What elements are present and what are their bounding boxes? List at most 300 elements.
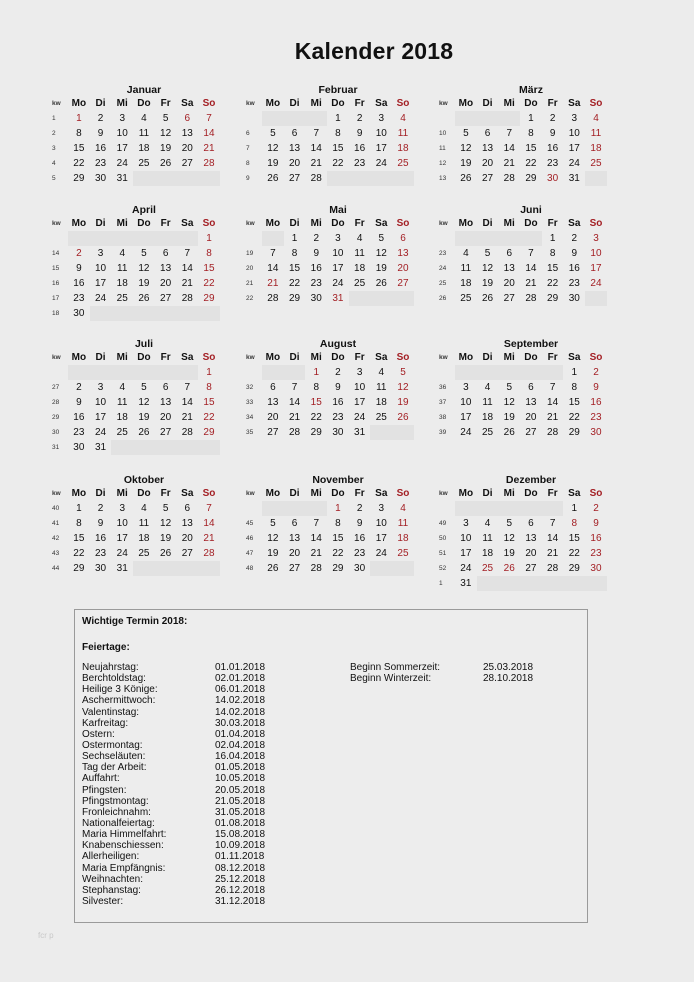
day-cell: 28 — [547, 427, 559, 438]
weekday-header: Sa — [375, 488, 388, 499]
empty-day-cell — [176, 306, 198, 321]
day-cell: 2 — [593, 367, 599, 378]
week-number: 39 — [439, 429, 447, 436]
day-cell: 4 — [141, 113, 147, 124]
day-cell: 21 — [310, 158, 322, 169]
day-cell: 22 — [332, 158, 344, 169]
day-cell: 27 — [160, 427, 172, 438]
day-cell: 6 — [484, 128, 491, 139]
week-number: 18 — [52, 310, 60, 317]
day-cell: 17 — [375, 143, 387, 154]
week-row — [439, 531, 607, 546]
holiday-date: 31.05.2018 — [215, 806, 266, 818]
holiday-row — [82, 863, 342, 874]
holiday-date: 26.12.2018 — [215, 884, 266, 896]
dst-row — [350, 673, 550, 684]
day-cell: 4 — [463, 248, 469, 259]
day-cell: 13 — [288, 533, 301, 544]
empty-day-cell — [111, 306, 133, 321]
day-cell: 5 — [162, 113, 169, 124]
day-cell: 17 — [460, 412, 472, 423]
holiday-row — [82, 796, 342, 807]
weekday-header: Do — [137, 488, 151, 499]
holiday-row — [82, 885, 342, 896]
weekday-header: Di — [95, 488, 106, 499]
day-cell: 27 — [267, 427, 279, 438]
day-cell: 25 — [354, 278, 366, 289]
week-number — [246, 111, 262, 126]
dst-list — [350, 662, 550, 684]
day-cell: 10 — [590, 248, 602, 259]
empty-day-cell — [155, 231, 177, 246]
empty-day-cell — [176, 561, 198, 576]
empty-day-cell — [133, 171, 155, 186]
weekday-header: Mo — [71, 352, 87, 363]
day-cell: 25 — [481, 563, 494, 574]
empty-day-cell — [198, 306, 220, 321]
weekday-header: Mi — [503, 98, 515, 109]
weekday-header: Mi — [310, 218, 322, 229]
day-cell: 13 — [181, 518, 193, 529]
empty-day-cell — [111, 231, 133, 246]
empty-day-cell — [520, 365, 542, 380]
day-cell: 20 — [288, 548, 301, 559]
week-number: 11 — [439, 145, 446, 152]
day-cell: 27 — [481, 173, 494, 184]
weekday-header: Mo — [458, 218, 474, 229]
month-name: Oktober — [123, 474, 165, 486]
day-cell: 16 — [73, 412, 85, 423]
day-cell: 20 — [288, 158, 301, 169]
day-cell: 20 — [481, 158, 494, 169]
day-cell: 14 — [181, 263, 193, 274]
day-cell: 3 — [463, 518, 469, 529]
month-table — [246, 350, 414, 440]
day-cell: 5 — [270, 128, 276, 139]
month-name: Juni — [520, 204, 542, 216]
empty-day-cell — [198, 440, 220, 455]
page-title: Kalender 2018 — [294, 38, 454, 64]
day-cell: 28 — [503, 173, 515, 184]
weekday-header: Mi — [116, 352, 128, 363]
day-cell: 28 — [525, 293, 537, 304]
week-row — [52, 440, 220, 455]
day-cell: 24 — [332, 278, 344, 289]
day-cell: 6 — [400, 233, 406, 244]
week-number: 12 — [439, 160, 447, 167]
day-cell: 25 — [375, 412, 387, 423]
day-cell: 14 — [203, 518, 215, 529]
week-number: 24 — [439, 265, 447, 272]
day-cell: 26 — [503, 563, 515, 574]
day-cell: 13 — [525, 533, 537, 544]
day-cell: 18 — [375, 397, 387, 408]
dst-date: 28.10.2018 — [483, 673, 534, 685]
day-cell: 17 — [116, 533, 128, 544]
day-cell: 30 — [94, 563, 107, 574]
day-cell: 6 — [291, 128, 298, 139]
holiday-name: Ostermontag: — [82, 739, 143, 751]
day-cell: 27 — [288, 173, 301, 184]
weekday-header: Fr — [547, 98, 558, 109]
day-cell: 25 — [138, 548, 150, 559]
day-cell: 16 — [94, 533, 107, 544]
day-cell: 1 — [571, 367, 578, 378]
day-cell: 24 — [116, 548, 128, 559]
day-cell: 22 — [73, 548, 85, 559]
holiday-date: 01.11.2018 — [215, 851, 265, 863]
empty-day-cell — [392, 425, 414, 440]
weekday-header: Do — [524, 488, 538, 499]
day-cell: 12 — [138, 263, 150, 274]
week-row — [52, 291, 220, 306]
day-cell: 9 — [313, 248, 319, 259]
empty-day-cell — [133, 365, 155, 380]
day-cell: 25 — [460, 293, 472, 304]
week-number: 32 — [246, 384, 254, 391]
week-number: 35 — [246, 429, 254, 436]
day-cell: 15 — [203, 263, 215, 274]
day-cell: 11 — [138, 128, 150, 139]
week-row — [246, 126, 414, 141]
holiday-row — [82, 818, 342, 829]
empty-day-cell — [176, 365, 198, 380]
day-cell: 8 — [335, 128, 341, 139]
day-cell: 13 — [160, 263, 172, 274]
day-cell: 11 — [138, 518, 150, 529]
day-cell: 30 — [310, 293, 322, 304]
day-cell: 1 — [76, 503, 82, 514]
day-cell: 31 — [332, 293, 344, 304]
month-6 — [439, 204, 607, 306]
month-table — [439, 486, 607, 591]
day-cell: 22 — [332, 548, 344, 559]
day-cell: 26 — [375, 278, 387, 289]
holiday-date: 20.05.2018 — [215, 784, 266, 796]
day-cell: 21 — [525, 278, 537, 289]
holiday-date: 21.05.2018 — [215, 795, 266, 807]
weekday-header: Mo — [458, 352, 474, 363]
day-cell: 20 — [160, 278, 172, 289]
weekday-header: Sa — [375, 218, 388, 229]
day-cell: 1 — [291, 233, 298, 244]
day-cell: 12 — [503, 533, 515, 544]
empty-day-cell — [111, 440, 133, 455]
empty-day-cell — [68, 365, 90, 380]
week-number: 52 — [439, 565, 447, 572]
week-row — [246, 501, 414, 516]
day-cell: 18 — [590, 143, 602, 154]
day-cell: 4 — [593, 113, 599, 124]
day-cell: 1 — [335, 503, 341, 514]
day-cell: 1 — [528, 113, 534, 124]
week-row — [439, 561, 607, 576]
day-cell: 17 — [94, 278, 107, 289]
day-cell: 12 — [267, 533, 279, 544]
day-cell: 21 — [547, 412, 559, 423]
empty-day-cell — [349, 291, 371, 306]
day-cell: 22 — [310, 412, 322, 423]
week-row — [246, 231, 414, 246]
day-cell: 20 — [267, 412, 279, 423]
day-cell: 8 — [206, 248, 212, 259]
holiday-name: Pfingstmontag: — [82, 795, 149, 807]
day-cell: 19 — [267, 158, 279, 169]
week-row — [52, 111, 220, 126]
day-cell: 23 — [310, 278, 322, 289]
month-table — [52, 96, 220, 186]
day-cell: 28 — [181, 427, 193, 438]
dst-name: Beginn Winterzeit: — [350, 673, 432, 685]
month-name: September — [503, 338, 559, 350]
day-cell: 11 — [397, 128, 409, 139]
day-cell: 29 — [547, 293, 559, 304]
day-cell: 10 — [568, 128, 580, 139]
weekday-header: Sa — [181, 98, 194, 109]
day-cell: 28 — [267, 293, 279, 304]
week-number: 2 — [52, 130, 56, 137]
week-number — [439, 231, 455, 246]
empty-day-cell — [155, 365, 177, 380]
day-cell: 6 — [528, 518, 534, 529]
day-cell: 2 — [76, 248, 82, 259]
day-cell: 2 — [313, 233, 319, 244]
week-number: 1 — [52, 115, 56, 122]
day-cell: 23 — [73, 293, 85, 304]
day-cell: 20 — [181, 533, 193, 544]
month-name: April — [132, 204, 156, 216]
week-row — [246, 546, 414, 561]
day-cell: 13 — [288, 143, 301, 154]
day-cell: 8 — [76, 518, 82, 529]
weekday-header: Mo — [265, 352, 281, 363]
day-cell: 22 — [203, 412, 215, 423]
week-number: 4 — [52, 160, 56, 167]
day-cell: 7 — [291, 382, 298, 393]
empty-day-cell — [477, 576, 499, 591]
holiday-date: 10.09.2018 — [215, 840, 266, 852]
day-cell: 18 — [481, 412, 494, 423]
day-cell: 1 — [571, 503, 578, 514]
week-number — [52, 231, 68, 246]
month-11 — [246, 474, 414, 576]
day-cell: 10 — [460, 533, 472, 544]
weekday-header: Di — [482, 98, 493, 109]
day-cell: 26 — [481, 293, 494, 304]
day-cell: 2 — [76, 382, 82, 393]
day-cell: 13 — [160, 397, 172, 408]
week-number — [439, 501, 455, 516]
day-cell: 30 — [568, 293, 580, 304]
day-cell: 14 — [310, 533, 322, 544]
week-number: 16 — [52, 280, 60, 287]
week-number: 48 — [246, 565, 254, 572]
month-name: November — [312, 474, 364, 486]
empty-day-cell — [520, 576, 542, 591]
empty-day-cell — [498, 111, 520, 126]
week-number: 41 — [52, 520, 60, 527]
day-cell: 27 — [525, 563, 537, 574]
week-row — [52, 380, 220, 395]
holiday-name: Fronleichnahm: — [82, 806, 151, 818]
holiday-row — [82, 751, 342, 762]
day-cell: 6 — [162, 248, 169, 259]
weekday-header: Do — [524, 352, 538, 363]
day-cell: 25 — [481, 427, 494, 438]
holiday-name: Stephanstag: — [82, 884, 141, 896]
day-cell: 27 — [503, 293, 515, 304]
empty-day-cell — [327, 171, 349, 186]
day-cell: 31 — [354, 427, 366, 438]
weekday-header: Sa — [568, 352, 581, 363]
weekday-header: Fr — [354, 98, 365, 109]
week-number: 42 — [52, 535, 60, 542]
month-table — [52, 486, 220, 576]
day-cell: 30 — [73, 308, 85, 319]
empty-day-cell — [155, 171, 177, 186]
day-cell: 16 — [310, 263, 322, 274]
day-cell: 7 — [184, 382, 191, 393]
day-cell: 22 — [73, 158, 85, 169]
day-cell: 10 — [94, 263, 107, 274]
empty-day-cell — [370, 291, 392, 306]
holiday-list — [82, 662, 342, 907]
holiday-date: 31.12.2018 — [215, 895, 266, 907]
day-cell: 2 — [571, 233, 578, 244]
day-cell: 19 — [138, 412, 150, 423]
day-cell: 13 — [481, 143, 494, 154]
day-cell: 3 — [97, 248, 104, 259]
month-table — [439, 96, 607, 186]
empty-day-cell — [498, 231, 520, 246]
weekday-header: So — [396, 218, 410, 229]
day-cell: 9 — [549, 128, 556, 139]
day-cell: 25 — [590, 158, 602, 169]
day-cell: 4 — [378, 367, 385, 378]
day-cell: 24 — [94, 427, 107, 438]
weekday-header: Di — [289, 98, 300, 109]
empty-day-cell — [542, 576, 564, 591]
weekday-header: Fr — [354, 218, 365, 229]
weekday-header: Mi — [116, 488, 128, 499]
day-cell: 3 — [119, 113, 125, 124]
holiday-date: 01.04.2018 — [215, 728, 266, 740]
day-cell: 22 — [568, 412, 580, 423]
week-row — [439, 291, 607, 306]
empty-day-cell — [392, 561, 414, 576]
day-cell: 9 — [356, 518, 363, 529]
holiday-date: 25.12.2018 — [215, 873, 266, 885]
day-cell: 3 — [463, 382, 469, 393]
day-cell: 8 — [335, 518, 341, 529]
empty-day-cell — [498, 501, 520, 516]
week-number: 26 — [439, 295, 447, 302]
week-number: 25 — [439, 280, 447, 287]
day-cell: 5 — [378, 233, 385, 244]
day-cell: 7 — [549, 518, 556, 529]
week-number: 3 — [52, 145, 56, 152]
week-number: 9 — [246, 175, 250, 182]
week-number: 40 — [52, 505, 60, 512]
empty-day-cell — [392, 291, 414, 306]
day-cell: 24 — [375, 158, 387, 169]
empty-day-cell — [455, 111, 477, 126]
weekday-header: Sa — [375, 352, 388, 363]
empty-day-cell — [305, 501, 327, 516]
day-cell: 4 — [119, 248, 125, 259]
day-cell: 30 — [94, 173, 107, 184]
day-cell: 13 — [503, 263, 515, 274]
day-cell: 27 — [397, 278, 409, 289]
weekday-header: Di — [482, 488, 493, 499]
empty-day-cell — [198, 561, 220, 576]
weekday-header: Fr — [547, 352, 558, 363]
day-cell: 8 — [571, 518, 578, 529]
kw-header: kw — [52, 490, 61, 497]
day-cell: 26 — [460, 173, 472, 184]
day-cell: 13 — [397, 248, 409, 259]
kw-header: kw — [246, 100, 255, 107]
week-number: 17 — [52, 295, 60, 302]
holiday-name: Maria Himmelfahrt: — [82, 829, 167, 841]
day-cell: 26 — [160, 548, 172, 559]
week-row — [246, 291, 414, 306]
holiday-date: 06.01.2018 — [215, 684, 266, 696]
empty-day-cell — [477, 501, 499, 516]
holiday-name: Aschermittwoch: — [82, 695, 156, 707]
day-cell: 20 — [525, 412, 537, 423]
holiday-name: Nationalfeiertag: — [82, 817, 155, 829]
week-number: 46 — [246, 535, 254, 542]
day-cell: 13 — [525, 397, 537, 408]
day-cell: 18 — [481, 548, 494, 559]
empty-day-cell — [585, 291, 607, 306]
weekday-header: So — [396, 352, 410, 363]
weekday-header: Fr — [160, 218, 171, 229]
day-cell: 2 — [356, 503, 363, 514]
holiday-date: 15.08.2018 — [215, 829, 266, 841]
weekday-header: Mo — [265, 488, 281, 499]
holiday-date: 01.05.2018 — [215, 762, 266, 774]
week-row — [246, 395, 414, 410]
day-cell: 8 — [76, 128, 82, 139]
empty-day-cell — [133, 561, 155, 576]
holiday-row — [82, 851, 342, 862]
week-row — [52, 516, 220, 531]
day-cell: 3 — [119, 503, 125, 514]
holiday-name: Heilige 3 Könige: — [82, 684, 158, 696]
weekday-header: Do — [524, 218, 538, 229]
day-cell: 30 — [590, 427, 602, 438]
day-cell: 26 — [138, 427, 150, 438]
day-cell: 15 — [203, 397, 215, 408]
day-cell: 4 — [119, 382, 125, 393]
empty-day-cell — [111, 365, 133, 380]
day-cell: 11 — [397, 518, 409, 529]
day-cell: 8 — [291, 248, 298, 259]
empty-day-cell — [585, 171, 607, 186]
day-cell: 19 — [267, 548, 279, 559]
empty-day-cell — [90, 365, 112, 380]
day-cell: 29 — [525, 173, 537, 184]
day-cell: 28 — [547, 563, 559, 574]
kw-header: kw — [246, 490, 255, 497]
weekday-header: So — [396, 488, 410, 499]
day-cell: 3 — [571, 113, 578, 124]
month-name: Juli — [134, 338, 154, 350]
weekday-header: Mi — [116, 218, 128, 229]
day-cell: 3 — [378, 113, 385, 124]
